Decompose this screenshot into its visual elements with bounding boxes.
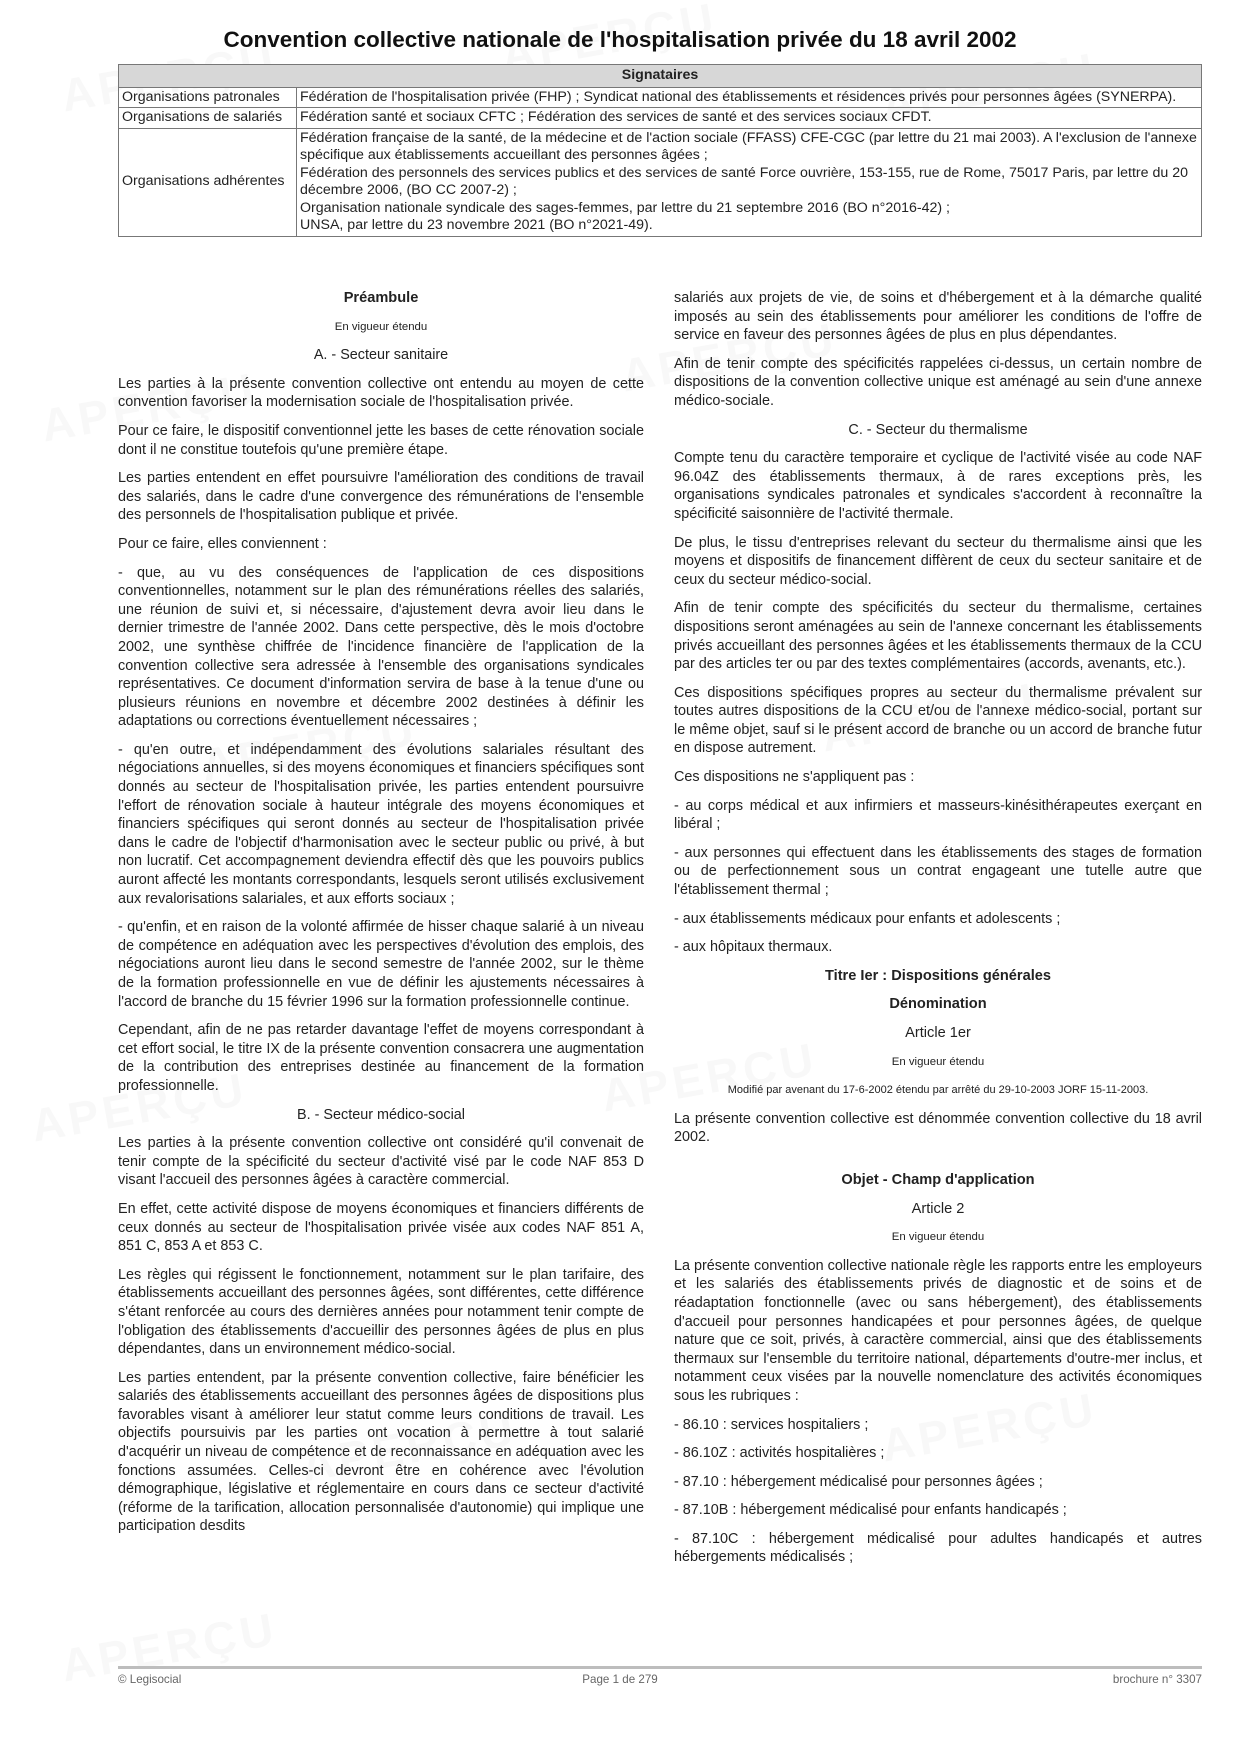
signatories-row-patronales xyxy=(119,87,1202,108)
signatories-row-salaries xyxy=(119,108,1202,129)
row-line: Fédération santé et sociaux CFTC ; Fédération des services de santé et des services sociaux CFDT. xyxy=(300,109,932,125)
status-label: En vigueur étendu xyxy=(891,1231,985,1244)
article-heading: Dénomination xyxy=(889,996,987,1013)
paragraph: - au corps médical et aux infirmiers et masseurs-kinésithérapeutes exerçant en libéral ; xyxy=(674,797,1202,833)
paragraph: Les parties à la présente convention collective ont entendu au moyen de cette convention favoriser la modernisation sociale de l'hospitalisation privée. xyxy=(118,375,644,411)
paragraph: De plus, le tissu d'entreprises relevant du secteur du thermalisme ainsi que les moyens et dispositifs de financement diffèrent de ceux du secteur sanitaire et de ceux du secteur médico-social. xyxy=(674,534,1202,588)
list-item: - 87.10 : hébergement médicalisé pour personnes âgées ; xyxy=(674,1473,1043,1490)
paragraph: Les parties entendent, par la présente convention collective, faire bénéficier les salariés des établissements accueillant des personnes âgées de dispositions plus favorables visant à améliorer leur statut comme leurs conditions de travail. Les objectifs poursuivis par les parties ont vocation à permettre à tout salarié d'acquérir un niveau de compétence et de reconnaissance en adéquation avec les fonctions assumées. Celles-ci devront être en cohérence avec l'évolution démographique, législative et réglementaire en cours dans ce secteur d'activité (réforme de la tarification, allocation personnalisée d'autonomie) qui implique une participation desdits xyxy=(118,1369,644,1535)
section-heading-b: B. - Secteur médico-social xyxy=(297,1106,465,1123)
footer-copyright: © Legisocial xyxy=(118,1673,182,1686)
modification-note: Modifié par avenant du 17-6-2002 étendu par arrêté du 29-10-2003 JORF 15-11-2003. xyxy=(727,1084,1149,1097)
right-column xyxy=(674,289,1202,1567)
paragraph: - qu'enfin, et en raison de la volonté affirmée de hisser chaque salarié à un niveau de compétence en adéquation avec les perspectives d'évolution des emplois, des négociations auront lieu dans le second semestre de l'année 2002, sur le thème de la formation professionnelle en vue de définir les ajustements nécessaires à l'accord de branche du 15 février 1996 sur la formation professionnelle continue. xyxy=(118,919,644,1010)
paragraph: Les parties entendent en effet poursuivre l'amélioration des conditions de travail des salariés, dans le cadre d'une convergence des rémunérations de l'ensemble des personnels de l'hospitalisation publique et privée. xyxy=(118,470,644,524)
paragraph: Ces dispositions ne s'appliquent pas : xyxy=(674,769,915,786)
list-item: - 86.10 : services hospitaliers ; xyxy=(674,1416,869,1433)
row-line: Fédération française de la santé, de la médecine et de l'action sociale (FFASS) CFE-CGC (par lettre du 21 mai 2003). A l'exclusion de l'annexe spécifique aux établissements accueillant des personnes âgées ; xyxy=(300,129,1197,163)
signatories-table xyxy=(118,64,1202,237)
paragraph: - aux établissements médicaux pour enfants et adolescents ; xyxy=(674,910,1061,927)
row-content xyxy=(297,108,1202,129)
paragraph: En effet, cette activité dispose de moyens économiques et financiers différents de ceux donnés au secteur de l'hospitalisation privée visée aux codes NAF 851 A, 851 C, 853 A et 853 C. xyxy=(118,1200,644,1255)
list-item: - 87.10C : hébergement médicalisé pour adultes handicapés et autres hébergements médicalisés ; xyxy=(674,1530,1202,1566)
row-content xyxy=(297,87,1202,108)
status-label: En vigueur étendu xyxy=(891,1055,985,1068)
row-line: Fédération de l'hospitalisation privée (FHP) ; Syndicat national des établissements et résidences privés pour personnes âgées (SYNERPA). xyxy=(300,88,1177,105)
footer-brochure-number: brochure n° 3307 xyxy=(1112,1673,1202,1686)
paragraph: La présente convention collective est dénommée convention collective du 18 avril 2002. xyxy=(674,1110,1202,1146)
signatories-header: Signataires xyxy=(119,65,1202,88)
paragraph: - qu'en outre, et indépendamment des évolutions salariales résultant des négociations annuelles, si des moyens économiques et financiers spécifiques sont donnés au secteur de l'hospitalisation privée, les parties entendent poursuivre l'effort de rénovation sociale à hauteur intégrale des moyens économiques et financiers spécifiques qui seront donnés au secteur de l'hospitalisation privée dans le cadre de l'objectif d'harmonisation avec le secteur public ou privé, à but non lucratif. Cet accompagnement deviendra effectif dès que les pouvoirs publics auront affecté les montants correspondants, lesquels seront utilisés exclusivement aux revalorisations salariales, et aux efforts sociaux ; xyxy=(118,741,644,907)
row-line: Fédération des personnels des services publics et des services de santé Force ouvrière, 153-155, rue de Rome, 75017 Paris, par lettre du 20 décembre 2006, (BO CC 2007-2) ; xyxy=(300,164,1188,198)
list-item: - 87.10B : hébergement médicalisé pour enfants handicapés ; xyxy=(674,1502,1067,1519)
paragraph: - aux hôpitaux thermaux. xyxy=(674,939,833,956)
section-heading-c: C. - Secteur du thermalisme xyxy=(848,421,1028,438)
row-content xyxy=(297,128,1202,236)
article-number: Article 1er xyxy=(905,1025,971,1041)
row-label: Organisations patronales xyxy=(119,87,297,108)
paragraph: Afin de tenir compte des spécificités du secteur du thermalisme, certaines dispositions seront aménagées au sein de l'annexe concernant les établissements privés accueillant des personnes âgées et les établissements thermaux de la CCU par des articles ter ou par des textes complémentaires (accords, avenants, etc.). xyxy=(674,600,1202,673)
status-label: En vigueur étendu xyxy=(334,320,428,333)
paragraph: Ces dispositions spécifiques propres au secteur du thermalisme prévalent sur toutes autres dispositions de la CCU et/ou de l'annexe médico-social, portant sur le même objet, sauf si le présent accord de branche ou un accord de branche futur en dispose autrement. xyxy=(674,684,1202,757)
paragraph: Compte tenu du caractère temporaire et cyclique de l'activité visée au code NAF 96.04Z des établissements thermaux, à de rares exceptions près, les organisations syndicales patronales et syndicales s'accordent à reconnaître la spécificité saisonnière de l'activité thermale. xyxy=(674,450,1202,522)
signatories-row-adherentes xyxy=(119,128,1202,236)
document-title: Convention collective nationale de l'hospitalisation privée du 18 avril 2002 xyxy=(223,27,1017,52)
row-label: Organisations de salariés xyxy=(119,108,297,129)
row-line: UNSA, par lettre du 23 novembre 2021 (BO n°2021-49). xyxy=(300,217,653,233)
paragraph: La présente convention collective nationale règle les rapports entre les employeurs et les salariés des établissements privés de diagnostic et de soins et de réadaptation fonctionnelle (avec ou sans hébergement), des établissements d'accueil pour personnes handicapées et pour personnes âgées, de quelque nature que ce soit, privés, à caractère commercial, ainsi que des établissements thermaux sur l'ensemble du territoire national, départements d'outre-mer inclus, et notamment ceux visées par la nouvelle nomenclature des activités économiques sous les rubriques : xyxy=(674,1257,1202,1404)
footer-page-number: Page 1 de 279 xyxy=(582,1673,658,1686)
paragraph: Cependant, afin de ne pas retarder davantage l'effet de moyens correspondant à cet effort social, le titre IX de la présente convention consacrera une augmentation de la contribution des entreprises destinée au financement de la formation professionnelle. xyxy=(118,1022,644,1094)
paragraph: salariés aux projets de vie, de soins et d'hébergement et à la démarche qualité imposés au sein des établissements pour améliorer les conditions de l'offre de service en faveur des personnes âgées de plus en plus dépendantes. xyxy=(674,290,1202,344)
paragraph: - aux personnes qui effectuent dans les établissements des stages de formation ou de perfectionnement sous un contrat engageant une tutelle autre que l'établissement thermal ; xyxy=(674,844,1202,899)
title-heading: Titre Ier : Dispositions générales xyxy=(824,967,1051,984)
left-column xyxy=(118,289,644,1536)
preamble-title: Préambule xyxy=(343,290,419,306)
paragraph: Afin de tenir compte des spécificités rappelées ci-dessus, un certain nombre de dispositions de la convention collective unique est aménagé au sein d'une annexe médico-sociale. xyxy=(674,355,1202,409)
paragraph: Pour ce faire, le dispositif conventionnel jette les bases de cette rénovation sociale dont il ne constitue toutefois qu'une première étape. xyxy=(118,422,644,458)
footer-divider xyxy=(118,1666,1202,1669)
row-line: Organisation nationale syndicale des sages-femmes, par lettre du 21 septembre 2016 (BO n°2016-42) ; xyxy=(300,199,950,216)
paragraph: - que, au vu des conséquences de l'application de ces dispositions conventionnelles, notamment sur le plan des rémunérations réelles des salariés, une réunion de suivi et, si nécessaire, d'ajustement devra avoir lieu dans le dernier trimestre de l'année 2002. Dans cette perspective, dès le mois d'octobre 2002, une synthèse chiffrée de l'incidence financière de l'application de la convention collective sera adressée à l'ensemble des organisations syndicales représentatives. Ce document d'information servira de base à la tenue d'une ou plusieurs réunions en novembre et décembre 2002 destinées à définir les adaptations ou corrections éventuellement nécessaires ; xyxy=(118,564,644,730)
section-heading-a: A. - Secteur sanitaire xyxy=(313,347,449,364)
row-label: Organisations adhérentes xyxy=(119,128,297,236)
signatories-header-row xyxy=(119,65,1202,88)
paragraph: Les parties à la présente convention collective ont considéré qu'il convenait de tenir compte de la spécificité du secteur d'activité visé par le code NAF 853 D visant l'accueil des personnes âgées à caractère commercial. xyxy=(118,1135,644,1189)
paragraph: Pour ce faire, elles conviennent : xyxy=(118,535,327,552)
article-number: Article 2 xyxy=(911,1200,965,1217)
paragraph: Les règles qui régissent le fonctionnement, notamment sur le plan tarifaire, des établissements accueillant des personnes âgées, sont différentes, cette différence s'étant renforcée au cours des dernières années pour notamment tenir compte de l'obligation des établissements d'accueillir des personnes âgées de plus en plus dépendantes, dans un environnement médico-social. xyxy=(118,1266,644,1358)
article-heading: Objet - Champ d'application xyxy=(841,1171,1035,1188)
list-item: - 86.10Z : activités hospitalières ; xyxy=(674,1445,885,1462)
